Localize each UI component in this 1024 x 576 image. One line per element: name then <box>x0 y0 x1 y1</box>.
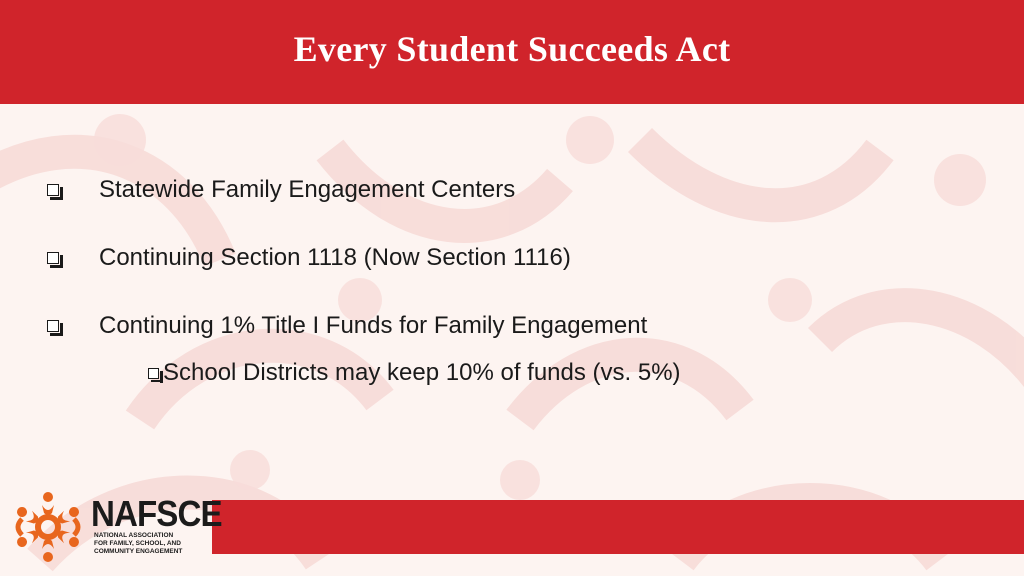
logo-tagline: NATIONAL ASSOCIATION FOR FAMILY, SCHOOL, AND COMMUNITY ENGAGEMENT <box>94 532 183 555</box>
bullet-item <box>47 312 647 340</box>
checkbox-bullet-icon <box>47 184 59 196</box>
logo-wordmark: NAFSCE <box>91 493 222 534</box>
bullet-text: Continuing 1% Title I Funds for Family Engagement <box>99 312 648 339</box>
slide-title: Every Student Succeeds Act <box>293 29 731 69</box>
sub-bullet-item <box>148 359 681 387</box>
checkbox-bullet-icon <box>148 368 159 379</box>
checkbox-bullet-icon <box>47 252 59 264</box>
title-banner <box>0 0 1024 104</box>
bullet-item <box>47 244 571 272</box>
footer-bar <box>212 500 1024 554</box>
bullet-text: Statewide Family Engagement Centers <box>99 176 516 203</box>
sub-bullet-text: School Districts may keep 10% of funds (vs. 5%) <box>163 359 681 386</box>
bullet-text: Continuing Section 1118 (Now Section 1116) <box>99 244 571 271</box>
checkbox-bullet-icon <box>47 320 59 332</box>
bullet-item <box>47 176 515 204</box>
